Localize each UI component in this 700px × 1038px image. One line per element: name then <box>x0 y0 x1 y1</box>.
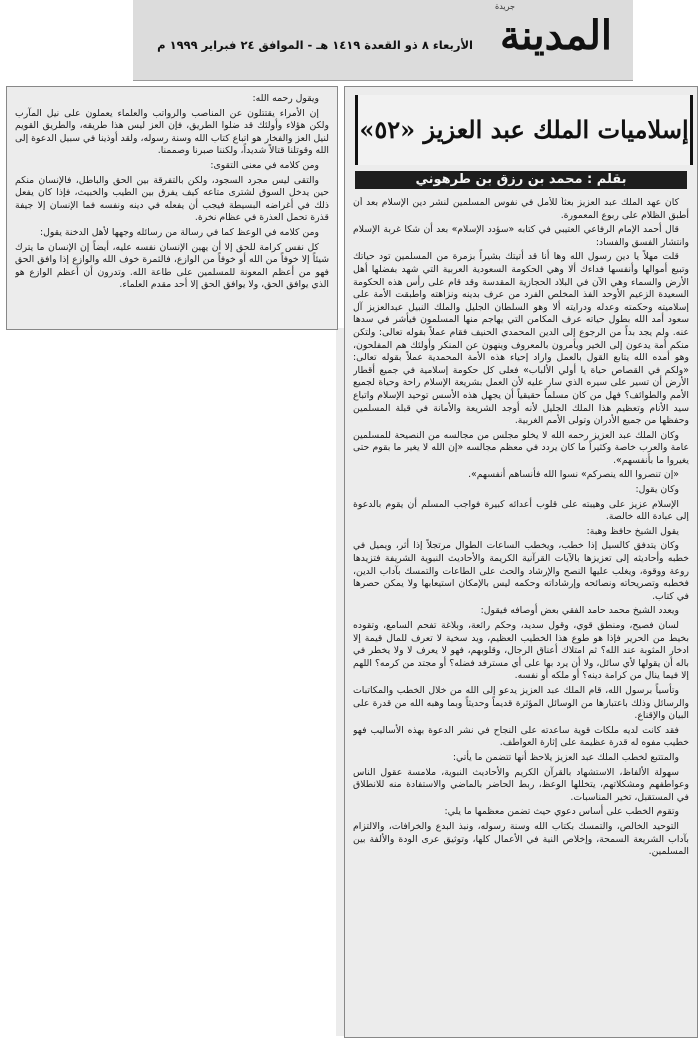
paragraph: وتقوم الخطب على أساس دعوي حيث تضمن معظمها ما يلي: <box>444 806 679 818</box>
paragraph: ويقول رحمه الله: <box>252 93 319 104</box>
paragraph: لسان فصيح، ومنطق قوي، وقول سديد، وحكم رائعة، وبلاغة تفحم السامع، وتقوده بخيط من الحرير فإذا هو طوع هذا الخطيب العظيم، ويد سخية لا تعرف للمال قيمة إلا ادخار المثوبة عند الله؟ ثم امتلاك أعناق الرجال، وقلوبهم، فهو لا يعرف لا ولا يخطر في باله أن يقولها لأي سائل، ولا أن يرد بها على أي مسترفد فضله؟ أو مجتد من كرمه؟ اللهم إلا فيما ينال من كرامة دينه؟ أو ملكه أو نفسه. <box>353 620 689 682</box>
article-body-main <box>353 197 689 1031</box>
article-body-continuation <box>15 93 329 323</box>
paragraph: ومن كلامه في معنى التقوى: <box>210 159 319 171</box>
paragraph: وكان يقول: <box>635 484 679 496</box>
article-main-column <box>344 86 698 1038</box>
masthead-logo-tag: جريدة <box>495 2 515 11</box>
article-headline: إسلاميات الملك عبد العزيز «٥٢» <box>355 95 693 165</box>
paragraph: سهولة الألفاظ، الاستشهاد بالقرآن الكريم والأحاديث النبوية، ملامسة عقول الناس وعواطفهم ومشكلاتهم، يتخللها الوعظ، ربط الحاضر بالماضي والاستفادة منه للانطلاق في المستقبل، تخير المناسبات. <box>353 766 689 803</box>
paragraph: كان عهد الملك عبد العزيز بعثاً للأمل في نفوس المسلمين لنشر دين الإسلام بعد أن أطبق الظلام على ربوع المعمورة. <box>353 197 689 221</box>
masthead-dateline: الأربعاء ٨ ذو القعدة ١٤١٩ هـ - الموافق ٢٤ فبراير ١٩٩٩ م <box>157 38 473 52</box>
paragraph: وكان يتدفق كالسيل إذا خطب، ويخطب الساعات الطوال مرتجلاً إذا أثر، ويميل في خطبه وأحاديثه إلى تعزيزها بالآيات القرآنية الكريمة والأحاديث النبوية الشريفة فتزيدها روعة ووقوة، ويغلب عليها النصح والإرشاد والحث على الطاعات والتمسك بآداب الدين، فخطبه وتصريحاته ونصائحه وإرشاداته وحكمه ليس بالإمكان استيعابها ولا يمكن حصرها في كتاب. <box>353 540 689 602</box>
paragraph: قلت مهلاً يا دين رسول الله وها أنا قد أتيتك بشيراً بزمرة من المسلمين تود حياتك وتبيع أموالها وأنفسها فداءك ألا وهي الحكومة السعودية العربية التي شهد بفضلها أهل الأرض والسماء وهي الآن في البلاد الحجازية المقدسة وقد قام على رأس هذه الحكومة السعيدة الزعيم الأوحد الفذ المخلص الفرد من عرف بدينه ونزاهته واطبقت الأمة على إسلاميته وحكمته وعدله ودرايته ألا وهو السلطان الجليل والملك النبيل عبدالعزيز آل سعود أمد الله بطول حياته عرف المكامن التي يهاجم منها المسلمون فيأشر في سدها عنه. ولم يجد بداً من الرجوع إلى الدين المحمدي الحنيف فقام عملاً بقوله تعالى: ولتكن منكم أمة يدعون إلى الخير ويأمرون بالمعروف وينهون عن المنكر وأولئك هم المفلحون، وهو أمده الله يتابع القول بالعمل واراد إحياء هذه الأمة المحمدية عملاً بقوله تعالى: «ولكم في القصاص حياة يا أولي الألباب» فعلى كل حكومة إسلامية في جميع أقطار الأرض أن تسير على سيره الذي سار عليه لأن العمل بشريعة الإسلام راحة وحياة لجميع الأمم والطوائف؟ فهل من كان مسلماً حقيقياً أن يجهل هذه الأسس توحيد الإسلام واتباع سيد الأنام وتعظيم هذا الملك الجليل لأنه أوجد الشريعة والأمانة في قبلة المسلمين وحفظها من جميع الأدران وتولى الأمم الغربية. <box>353 251 689 427</box>
paragraph: فقد كانت لديه ملكات قوية ساعدته على النجاح في نشر الدعوة بهذه الأساليب فهو خطيب مفوه له قدرة عظيمة على إثارة العواطف. <box>353 724 689 749</box>
paragraph: وتأسياً برسول الله، قام الملك عبد العزيز يدعو إلى الله من خلال الخطب والمكاتبات والرسائل وذلك باعتبارها من الوسائل المؤثرة قديماً وحديثاً وبما وهبه الله من قدرة على البيان والإقناع. <box>353 684 689 722</box>
newspaper-logo: المدينة <box>499 12 613 59</box>
paragraph: يقول الشيخ حافظ وهبة: <box>586 525 679 537</box>
paragraph: وكان الملك عبد العزيز رحمه الله لا يخلو مجلس من مجالسه من النصيحة للمسلمين عامة والعرب خاصة وكثيراً ما كان يردد في معظم مجالسه «إن الله لا يغير ما بقوم حتى يغيروا ما بأنفسهم». <box>353 429 689 466</box>
article-byline: بقلم : محمد بن رزق بن طرهوني <box>355 171 687 189</box>
paragraph: ويعدد الشيخ محمد حامد الفقي بعض أوصافه فيقول: <box>480 605 679 617</box>
paragraph: كل نفس كرامة للحق إلا أن يهين الإنسان نفسه عليه، أيضاً إن الإنسان ما يترك شيئاً إلا خوفاً من الله أو خوفاً من الوازع، فالثمرة خوف الله والوازع إذا وافق الحق فهو من أعظم المعونة للمسلمين على طاعة الله. وتدرون أن أعظم الوازع هو الذي يوافق الحق، ولا يوافق الحق إلا أحد مقدم العلماء. <box>15 241 329 291</box>
newspaper-masthead <box>133 0 633 81</box>
paragraph: والمتتبع لخطب الملك عبد العزيز يلاحظ أنها تتضمن ما يأتي: <box>452 751 679 763</box>
column-gap <box>336 328 344 1036</box>
paragraph: «إن تنصروا الله ينصركم» نسوا الله فأنساهم أنفسهم». <box>468 469 679 481</box>
paragraph: إن الأمراء يقتتلون عن المناصب والرواتب والعلماء يعملون على نيل المآرب ولكن هؤلاء وأولئك قد ضلوا الطريق، فإن العز ليس هذا طريقه، والطريق القويم لنيل العز والفخار هو اتباع كتاب الله وسنة رسوله، ولقد أوذينا في سبيل الدعوة إلى الله وقوتلنا قتالاً شديداً، ولكننا صبرنا وصممنا. <box>15 107 329 157</box>
paragraph: الإسلام عزيز على وهيبته على قلوب أعدائه كبيرة فواجب المسلم أن يقوم بالدعوة إلى عبادة الله خالصة. <box>353 498 689 523</box>
paragraph: ومن كلامه في الوعظ كما في رسالة من رسائله وجهها لأهل الدخنة يقول: <box>39 226 319 238</box>
article-continuation-column <box>6 86 338 330</box>
paragraph: قال أحمد الإمام الرفاعي العتيبي في كتابه «سؤدد الإسلام» بعد أن شكا غربة الإسلام وانتشار الفسق والفساد: <box>353 224 689 248</box>
paragraph: التوحيد الخالص، والتمسك بكتاب الله وسنة رسوله، ونبذ البدع والخرافات، والالتزام بآداب الشريعة السمحة، وإخلاص النية في الأعمال كلها، وتوثيق عرى الودة والألفة بين المسلمين. <box>353 820 689 858</box>
paragraph: والتقى ليس مجرد السجود، ولكن بالتفرقة بين الحق والباطل، فالإنسان منكم حين يدخل السوق لشترى متاعه كيف يفرق بين الطيب والخبيث، فإذا كان يفعل ذلك في أغراضه البسيطة فيجب أن يفعله في دينه ونفسه فما الإنسان إلا جيفة قذرة تحمل العذرة في عظام نخرة. <box>15 174 329 224</box>
